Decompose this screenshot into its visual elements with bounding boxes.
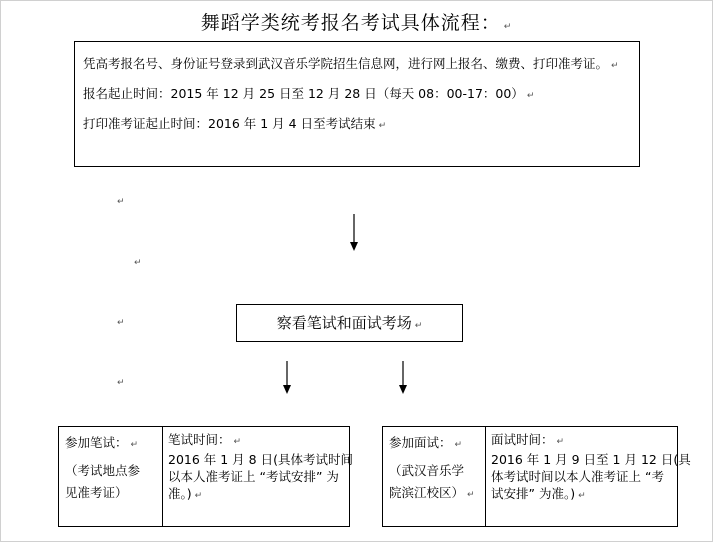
paragraph-mark-icon: ↵ — [526, 91, 535, 101]
title-text: 舞蹈学类统考报名考试具体流程： — [200, 12, 501, 34]
paragraph-mark-icon: ↵ — [378, 121, 387, 131]
paragraph-mark-icon: ↵ — [556, 437, 565, 447]
exam-room-box — [236, 304, 463, 342]
paragraph-mark-icon: ↵ — [117, 197, 125, 207]
paragraph-mark-icon: ↵ — [134, 258, 142, 268]
arrow-down-icon — [399, 361, 407, 394]
exam-room-label: 察看笔试和面试考场 — [276, 314, 412, 332]
written-exam-location-cell: 参加笔试： ↵ （考试地点参 见准考证） — [65, 435, 141, 500]
interview-location-cell: 参加面试： ↵ （武汉音乐学 院滨江校区） ↵ — [389, 435, 475, 500]
paragraph-mark-icon: ↵ — [578, 491, 586, 501]
interview-box — [382, 426, 691, 527]
paragraph-mark-icon: ↵ — [611, 61, 619, 71]
arrow-down-icon — [350, 214, 358, 251]
written-exam-time-cell: 笔试时间： ↵ 2016 年 1 月 8 日(具体考试时间 以本人准考证上 “考试安排” 为 准。) ↵ — [168, 432, 353, 501]
paragraph-mark-icon: ↵ — [130, 440, 139, 450]
paragraph-mark-icon: ↵ — [414, 321, 423, 331]
paragraph-mark-icon: ↵ — [467, 490, 475, 500]
registration-line-1: 凭高考报名号、身份证号登录到武汉音乐学院招生信息网，进行网上报名、缴费、打印准考证。 ↵ — [83, 56, 619, 71]
registration-period-line: 报名起止时间：2015 年 12 月 25 日至 12 月 28 日（每天 08：00-17：00） ↵ — [83, 86, 535, 101]
arrow-down-icon — [283, 361, 291, 394]
paragraph-mark-icon: ↵ — [194, 491, 203, 501]
admission-print-period-line: 打印准考证起止时间：2016 年 1 月 4 日至考试结束 ↵ — [83, 116, 387, 131]
written-exam-box — [58, 426, 353, 527]
paragraph-mark-icon: ↵ — [233, 437, 242, 447]
paragraph-mark-icon: ↵ — [454, 440, 463, 450]
paragraph-mark-icon: ↵ — [503, 22, 513, 32]
paragraph-mark-icon: ↵ — [117, 378, 125, 388]
interview-time-cell: 面试时间： ↵ 2016 年 1 月 9 日至 1 月 12 日(具 体考试时间以本人准考证上 “考 试安排” 为准。) ↵ — [491, 432, 691, 501]
paragraph-mark-icon: ↵ — [117, 318, 125, 328]
